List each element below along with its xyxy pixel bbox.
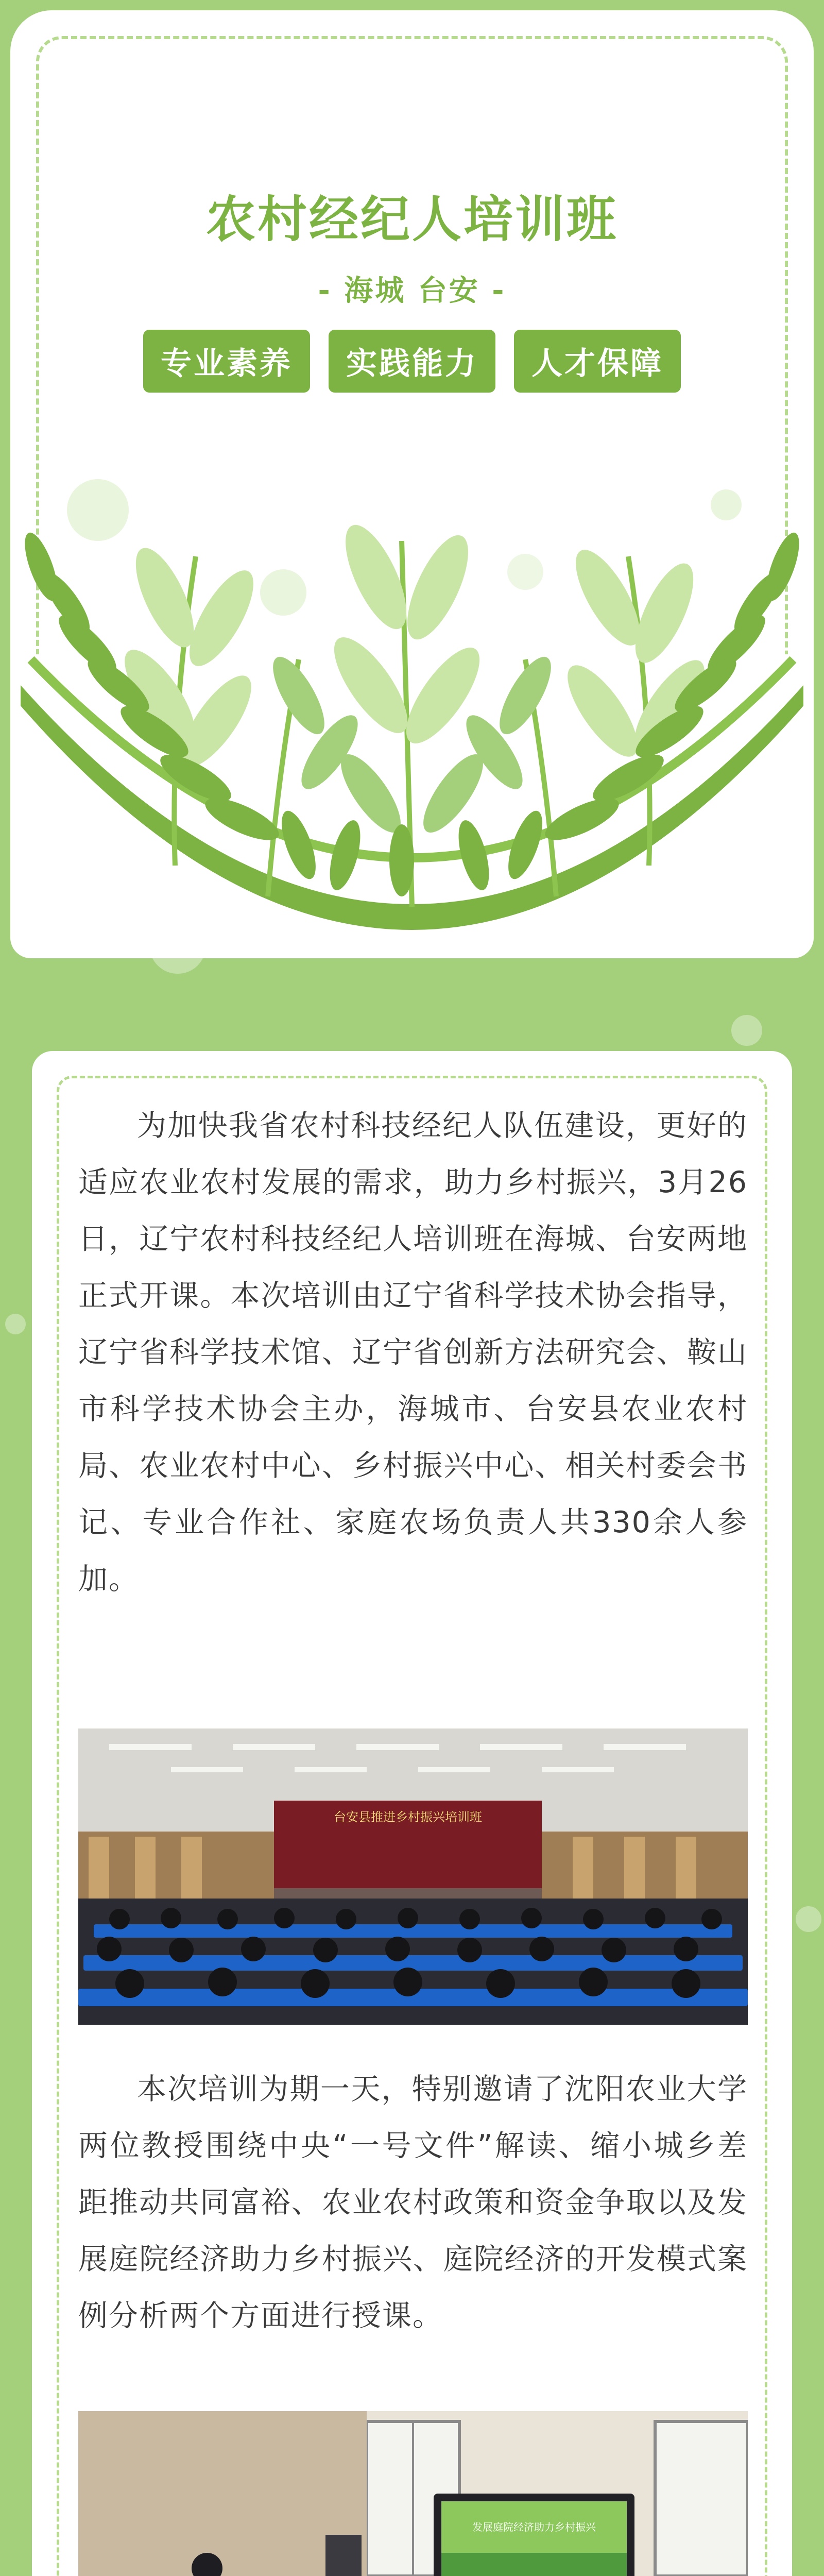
page-title: 农村经纪人培训班 [206,191,618,248]
classroom-screen-title: 发展庭院经济助力乡村振兴 [472,2521,596,2533]
decor-bubble [731,1015,762,1046]
paragraph-curriculum: 本次培训为期一天，特别邀请了沈阳农业大学两位教授围绕中央“一号文件”解读、缩小城乡差距推动共同富裕、农业农村政策和资金争取以及发展庭院经济助力乡村振兴、庭院经济的开发模式案例分析两个方面进行授课。 [78,2072,748,2333]
tag-practice: 实践能力 [329,330,495,393]
header-card [10,10,814,958]
decor-bubble [5,1314,26,1334]
paragraph-intro: 为加快我省农村科技经纪人队伍建设，更好的适应农业农村发展的需求，助力乡村振兴，3月26日，辽宁农村科技经纪人培训班在海城、台安两地正式开课。本次培训由辽宁省科学技术协会指导，辽宁省科学技术馆、辽宁省创新方法研究会、鞍山市科学技术协会主办，海城市、台安县农业农村局、农业农村中心、乡村振兴中心、相关村委会书记、专业合作社、家庭农场负责人共330余人参加。 [78,1109,748,1596]
tag-professional: 专业素养 [143,330,310,393]
tag-talent: 人才保障 [514,330,681,393]
decor-bubble [796,1906,821,1932]
page-subtitle: - 海城 台安 - [318,274,506,308]
classroom-screen-image [78,2411,748,2576]
photo-classroom-screen [78,2411,748,2576]
leaf-illustration [10,464,814,958]
training-hall-image [78,1728,748,2025]
photo-training-hall [78,1728,748,2025]
tag-list [10,330,814,393]
training-hall-banner: 台安县推进乡村振兴培训班 [334,1810,482,1824]
article-card [32,1051,792,2576]
